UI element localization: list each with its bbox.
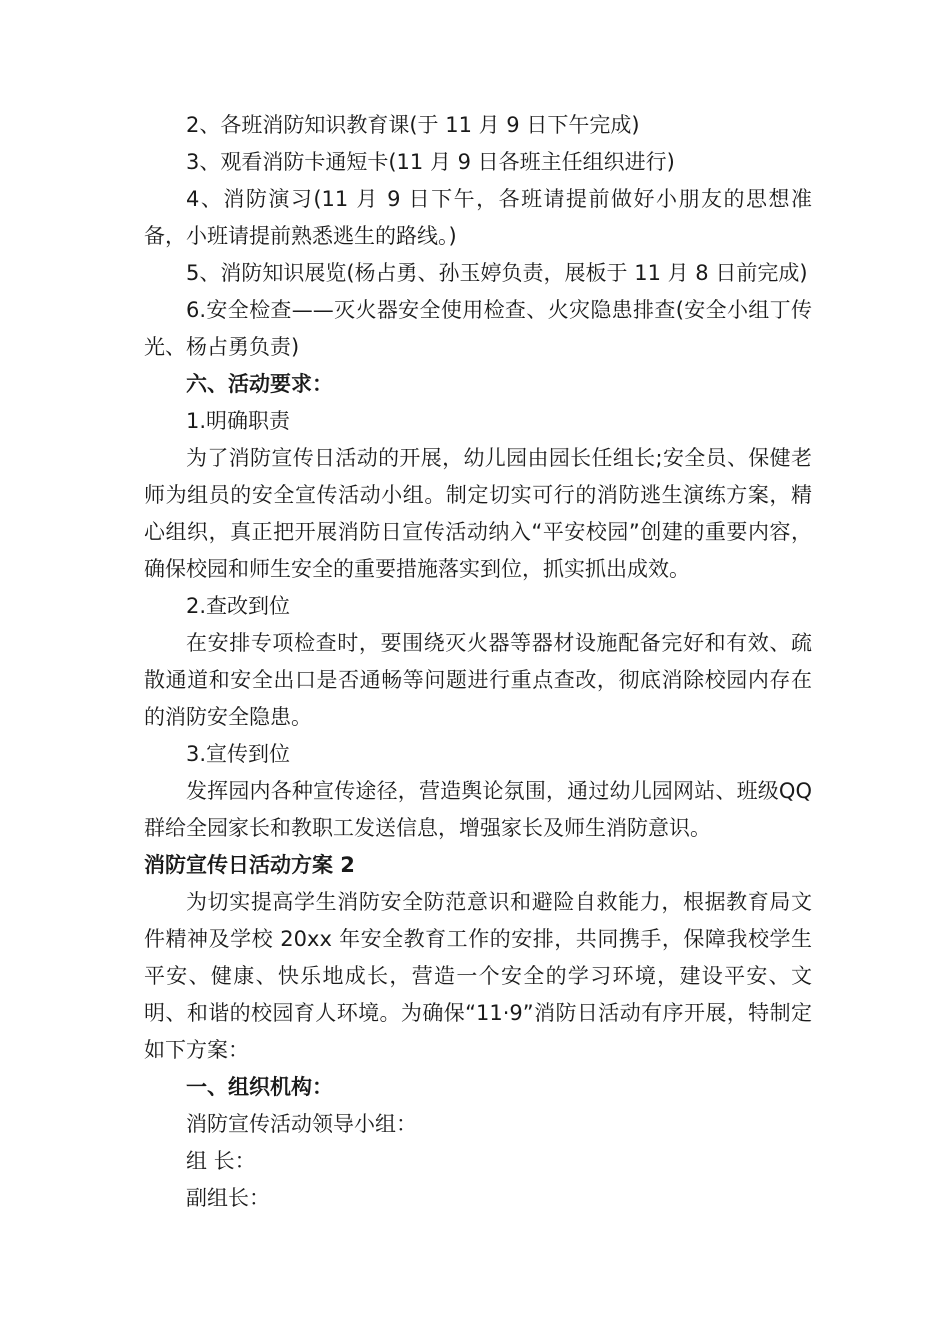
- list-item: 6.安全检查——灭火器安全使用检查、火灾隐患排查(安全小组丁传光、杨占勇负责): [144, 298, 812, 359]
- section-heading: 一、组织机构：: [186, 1075, 333, 1099]
- list-item: 2、各班消防知识教育课(于 11 月 9 日下午完成): [186, 113, 640, 137]
- document-heading: 消防宣传日活动方案 2: [144, 853, 355, 877]
- body-paragraph: 在安排专项检查时，要围绕灭火器等器材设施配备完好和有效、疏散通道和安全出口是否通畅等问题进行重点查改，彻底消除校园内存在的消防安全隐患。: [144, 631, 812, 729]
- body-paragraph: 为了消防宣传日活动的开展，幼儿园由园长任组长;安全员、保健老师为组员的安全宣传活动小组。制定切实可行的消防逃生演练方案，精心组织，真正把开展消防日宣传活动纳入“平安校园”创建的重要内容，确保校园和师生安全的重要措施落实到位，抓实抓出成效。: [144, 446, 812, 581]
- body-line: 消防宣传活动领导小组：: [186, 1112, 417, 1136]
- section-heading: 六、活动要求：: [186, 372, 333, 396]
- list-item: 4、消防演习(11 月 9 日下午，各班请提前做好小朋友的思想准备，小班请提前熟悉逃生的路线。): [144, 187, 812, 248]
- body-paragraph: 发挥园内各种宣传途径，营造舆论氛围，通过幼儿园网站、班级QQ 群给全园家长和教职工发送信息，增强家长及师生消防意识。: [144, 779, 812, 840]
- body-line: 组 长：: [186, 1149, 256, 1173]
- subsection-title: 1.明确职责: [186, 409, 291, 433]
- list-item: 3、观看消防卡通短卡(11 月 9 日各班主任组织进行): [186, 150, 675, 174]
- subsection-title: 3.宣传到位: [186, 742, 291, 766]
- list-item: 5、消防知识展览(杨占勇、孙玉婷负责，展板于 11 月 8 日前完成): [186, 261, 808, 285]
- document-body: [144, 107, 812, 1217]
- subsection-title: 2.查改到位: [186, 594, 291, 618]
- body-line: 副组长：: [186, 1186, 270, 1210]
- body-paragraph: 为切实提高学生消防安全防范意识和避险自救能力，根据教育局文件精神及学校 20xx 年安全教育工作的安排，共同携手，保障我校学生平安、健康、快乐地成长，营造一个安全的学习环境，建设平安、文明、和谐的校园育人环境。为确保“11·9”消防日活动有序开展，特制定如下方案：: [144, 890, 812, 1062]
